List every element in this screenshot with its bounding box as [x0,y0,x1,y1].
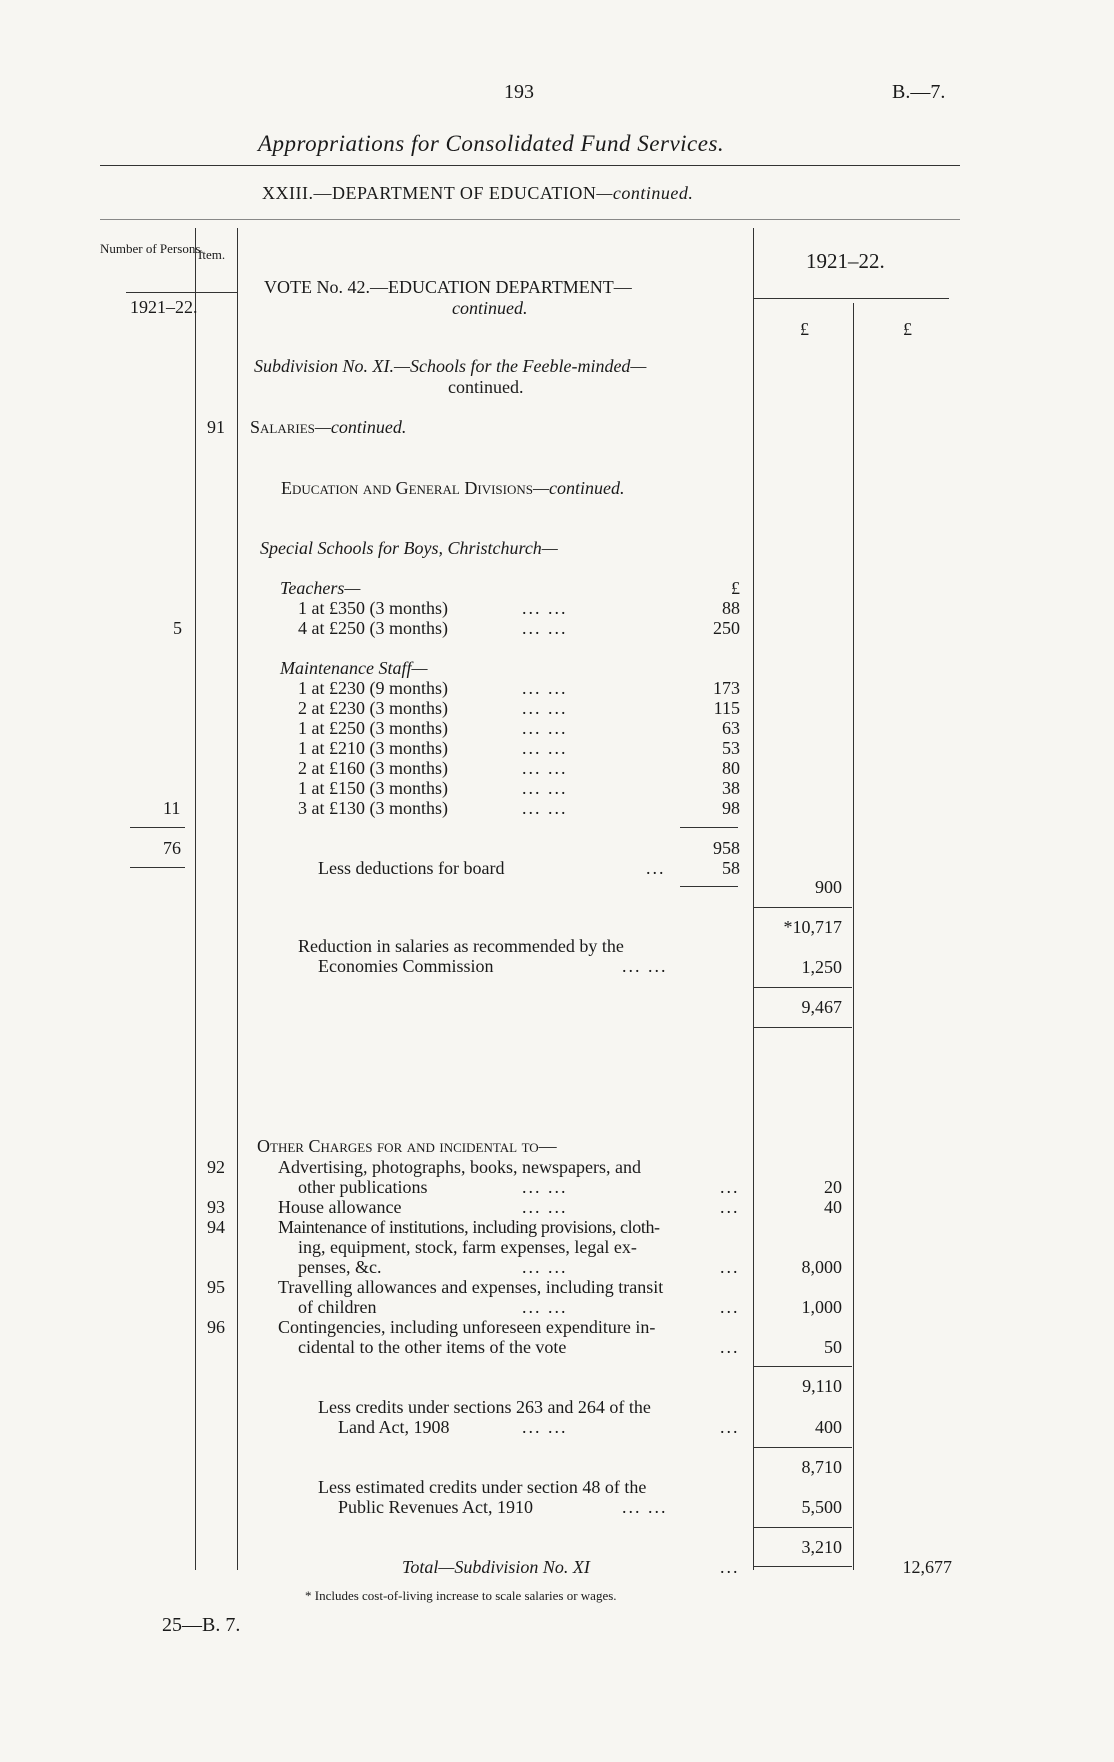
document-reference: B.—7. [892,81,946,103]
land-credits-rule [753,1447,852,1448]
salaries-net-amount: 9,467 [801,997,842,1017]
revenue-credits-rule [753,1527,852,1528]
divisions-continued: —continued. [532,478,625,498]
subdivision-heading: Subdivision No. XI.—Schools for the Feeble-minded— [254,356,647,376]
maintenance-row-3-amount: 63 [722,718,740,738]
maintenance-row-1-desc: 1 at £230 (9 months) [298,678,448,698]
revenue-credits-amount: 5,500 [801,1497,842,1517]
item-93-dots: ... ... [522,1197,568,1217]
after-land-credits: 8,710 [801,1457,842,1477]
col-divider-persons [195,228,196,1570]
teacher-row-2-desc: 4 at £250 (3 months) [298,618,448,638]
subdivision-total-dots: ... [720,1557,740,1577]
teacher-row-1-dots: ... ... [522,598,568,618]
maintenance-row-7-amount: 98 [722,798,740,818]
item-header: Item. [198,247,226,262]
department-name: XXIII.—DEPARTMENT OF EDUCATION [262,183,597,203]
maintenance-row-6-amount: 38 [722,778,740,798]
subdivision-total-label: Total—Subdivision No. XI [402,1557,590,1577]
other-charges-heading: Other Charges for and incidental to— [257,1136,557,1156]
maintenance-row-5-desc: 2 at £160 (3 months) [298,758,448,778]
col-divider-item [237,228,238,1570]
item-96-desc-line2: cidental to the other items of the vote [298,1337,567,1357]
reduction-amount: 1,250 [801,957,842,977]
col-divider-amount [753,228,754,1570]
land-credits-amount: 400 [815,1417,842,1437]
subdivision-total-rule [753,1566,852,1567]
salaries-heading [250,417,406,438]
salaries-net-rule [753,1027,852,1028]
maintenance-row-2-amount: 115 [713,698,740,718]
pound-header-2: £ [903,319,912,339]
subdivision-continued: continued. [448,377,524,397]
teachers-staff-subtotal: 958 [713,838,740,858]
salaries-continued: —continued. [314,417,407,437]
teachers-persons: 5 [173,618,182,638]
maintenance-row-1-dots: ... ... [522,678,568,698]
reduction-label-line1: Reduction in salaries as recommended by the [298,936,624,956]
reduction-rule [753,987,852,988]
maintenance-row-4-amount: 53 [722,738,740,758]
item-92-desc-line1: Advertising, photographs, books, newspapers, and [278,1157,641,1177]
maintenance-heading: Maintenance Staff— [280,658,428,678]
year-header-rule [753,298,949,299]
board-deduction-dots: ... [646,858,666,878]
item-95-desc-line2: of children [298,1297,377,1317]
teachers-pound: £ [731,578,740,598]
item-94-dots: ... ... [522,1257,568,1277]
maintenance-persons: 11 [163,798,181,818]
item-93-desc: House allowance [278,1197,402,1217]
amount-sum-rule [680,827,738,828]
land-credits-dots: ... ... [522,1417,568,1437]
other-charges-sum-rule [753,1366,852,1367]
persons-year-header: 1921–22. [130,297,198,317]
item-92: 92 [207,1157,225,1177]
footnote: * Includes cost-of-living increase to scale salaries or wages. [305,1588,617,1603]
board-deduction-rule [680,886,738,887]
item-95-dots-end: ... [720,1297,740,1317]
land-credits-line1: Less credits under sections 263 and 264 of the [318,1397,651,1417]
maintenance-row-2-dots: ... ... [522,698,568,718]
maintenance-row-4-dots: ... ... [522,738,568,758]
item-96-amount: 50 [824,1337,842,1357]
department-continued: —continued. [596,183,694,203]
item-94-amount: 8,000 [801,1257,842,1277]
page-footer: 25—B. 7. [162,1614,241,1636]
item-92-desc-line2: other publications [298,1177,428,1197]
maintenance-row-4-desc: 1 at £210 (3 months) [298,738,448,758]
maintenance-row-3-dots: ... ... [522,718,568,738]
year-header: 1921–22. [806,249,885,273]
reduction-label-line2: Economies Commission [318,956,494,976]
vote-heading: VOTE No. 42.—EDUCATION DEPARTMENT— [264,277,632,297]
maintenance-row-2-desc: 2 at £230 (3 months) [298,698,448,718]
item-96: 96 [207,1317,225,1337]
persons-sum-rule [130,827,185,828]
divisions-heading [281,478,624,499]
item-92-dots-end: ... [720,1177,740,1197]
page-title: Appropriations for Consolidated Fund Services. [258,131,725,156]
school-net-amount: 900 [815,877,842,897]
item-95: 95 [207,1277,225,1297]
persons-header-rule [126,292,238,293]
item-94-desc-line1: Maintenance of institutions, including provisions, cloth- [278,1217,660,1237]
teacher-row-2-dots: ... ... [522,618,568,638]
pound-header-1: £ [800,319,809,339]
item-93-amount: 40 [824,1197,842,1217]
section-rule [100,219,960,220]
divisions-label: Education and General Divisions [281,478,533,498]
persons-total-rule [130,867,185,868]
maintenance-row-6-desc: 1 at £150 (3 months) [298,778,448,798]
revenue-credits-line1: Less estimated credits under section 48 of the [318,1477,647,1497]
col-divider-pound [853,303,854,1570]
item-95-amount: 1,000 [801,1297,842,1317]
net-rule [753,907,852,908]
item-94: 94 [207,1217,225,1237]
salaries-label: Salaries [250,417,315,437]
maintenance-row-5-amount: 80 [722,758,740,778]
item-93: 93 [207,1197,225,1217]
vote-heading-continued: continued. [452,298,528,318]
item-94-desc-line3: penses, &c. [298,1257,382,1277]
number-of-persons-header: Number of Persons. [100,241,204,256]
teacher-row-2-amount: 250 [713,618,740,638]
other-charges-sum: 9,110 [802,1376,842,1396]
item-91: 91 [207,417,225,437]
salaries-total-amount: *10,717 [783,917,842,937]
board-deduction-amount: 58 [722,858,740,878]
department-heading [262,183,693,204]
teachers-heading: Teachers— [280,578,361,598]
board-deduction-label: Less deductions for board [318,858,505,878]
reduction-dots: ... ... [622,956,668,976]
item-94-dots-end: ... [720,1257,740,1277]
item-95-desc-line1: Travelling allowances and expenses, including transit [278,1277,664,1297]
teacher-row-1-amount: 88 [722,598,740,618]
item-93-dots-end: ... [720,1197,740,1217]
maintenance-row-5-dots: ... ... [522,758,568,778]
item-96-dots: ... [720,1337,740,1357]
revenue-credits-line2: Public Revenues Act, 1910 [338,1497,533,1517]
land-credits-dots-end: ... [720,1417,740,1437]
subdivision-total-amount: 12,677 [902,1557,952,1577]
item-96-desc-line1: Contingencies, including unforeseen expenditure in- [278,1317,656,1337]
school-heading: Special Schools for Boys, Christchurch— [260,538,558,558]
maintenance-row-7-dots: ... ... [522,798,568,818]
other-charges-net: 3,210 [801,1537,842,1557]
revenue-credits-dots: ... ... [622,1497,668,1517]
item-94-desc-line2: ing, equipment, stock, farm expenses, legal ex- [298,1237,637,1257]
header-rule [100,165,960,166]
maintenance-row-3-desc: 1 at £250 (3 months) [298,718,448,738]
maintenance-row-1-amount: 173 [713,678,740,698]
teacher-row-1-desc: 1 at £350 (3 months) [298,598,448,618]
land-credits-line2: Land Act, 1908 [338,1417,450,1437]
item-92-amount: 20 [824,1177,842,1197]
maintenance-row-6-dots: ... ... [522,778,568,798]
page-number: 193 [504,81,534,103]
item-92-dots: ... ... [522,1177,568,1197]
item-95-dots: ... ... [522,1297,568,1317]
persons-total: 76 [163,838,181,858]
maintenance-row-7-desc: 3 at £130 (3 months) [298,798,448,818]
